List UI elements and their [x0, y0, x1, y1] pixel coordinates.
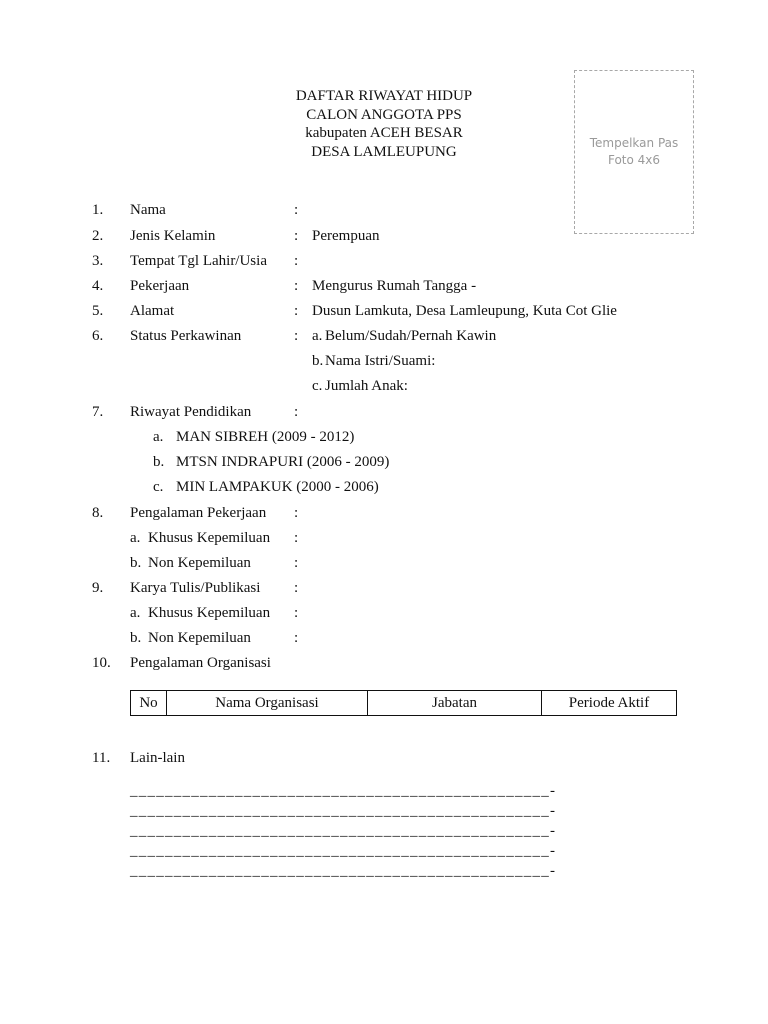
work-prefix: b. [130, 555, 142, 571]
education-entry: MTSN INDRAPURI (2006 - 2009) [176, 454, 390, 470]
item-colon: : [294, 202, 299, 218]
education-label: Riwayat Pendidikan [130, 404, 252, 420]
education-entry: MIN LAMPAKUK (2000 - 2006) [176, 479, 379, 495]
item-colon: : [294, 530, 299, 546]
item-label-status: Status Perkawinan [130, 328, 242, 344]
item-number: 9. [92, 580, 104, 596]
item-value-pekerjaan: Mengurus Rumah Tangga - [312, 278, 477, 294]
blank-line: ________________________________________________- [130, 823, 557, 839]
photo-text-line-1: Tempelkan Pas [589, 136, 679, 150]
writing-prefix: b. [130, 630, 142, 646]
marital-option-spouse: Nama Istri/Suami: [325, 353, 436, 369]
item-colon: : [294, 630, 299, 646]
item-value-jenis-kelamin: Perempuan [312, 228, 380, 244]
title-line-2: CALON ANGGOTA PPS [306, 107, 462, 123]
item-colon: : [294, 555, 299, 571]
work-prefix: a. [130, 530, 141, 546]
column-header-organization: Nama Organisasi [167, 691, 368, 716]
column-header-period: Periode Aktif [542, 691, 677, 716]
item-colon: : [294, 404, 299, 420]
item-value-alamat: Dusun Lamkuta, Desa Lamleupung, Kuta Cot Glie [312, 303, 617, 319]
organization-table [130, 690, 677, 716]
blank-line: ________________________________________________- [130, 803, 557, 819]
item-number: 1. [92, 202, 104, 218]
title-line-1: DAFTAR RIWAYAT HIDUP [295, 88, 473, 104]
item-number: 2. [92, 228, 104, 244]
work-sub-label: Khusus Kepemiluan [148, 530, 271, 546]
photo-placeholder [574, 70, 694, 234]
organization-label: Pengalaman Organisasi [130, 655, 271, 671]
marital-prefix: a. [312, 328, 323, 344]
marital-option-status: Belum/Sudah/Pernah Kawin [325, 328, 497, 344]
item-colon: : [294, 605, 299, 621]
item-colon: : [294, 228, 299, 244]
item-number: 5. [92, 303, 104, 319]
work-label: Pengalaman Pekerjaan [130, 505, 267, 521]
education-entry: MAN SIBREH (2009 - 2012) [176, 429, 355, 445]
organization-table-header [131, 691, 677, 716]
work-sub-label: Non Kepemiluan [148, 555, 251, 571]
item-number: 6. [92, 328, 104, 344]
item-colon: : [294, 253, 299, 269]
item-number: 11. [92, 750, 111, 766]
marital-prefix: b. [312, 353, 324, 369]
photo-placeholder-text [575, 135, 693, 169]
title-line-4: DESA LAMLEUPUNG [311, 144, 457, 160]
writing-label: Karya Tulis/Publikasi [130, 580, 261, 596]
column-header-position: Jabatan [368, 691, 542, 716]
blank-line: ________________________________________________- [130, 783, 557, 799]
education-prefix: c. [153, 479, 164, 495]
blank-line: ________________________________________________- [130, 863, 557, 879]
item-number: 4. [92, 278, 104, 294]
education-prefix: b. [153, 454, 165, 470]
item-label-ttl: Tempat Tgl Lahir/Usia [130, 253, 267, 269]
writing-prefix: a. [130, 605, 141, 621]
item-colon: : [294, 278, 299, 294]
item-label-pekerjaan: Pekerjaan [130, 278, 190, 294]
other-label: Lain-lain [130, 750, 185, 766]
education-prefix: a. [153, 429, 164, 445]
item-colon: : [294, 505, 299, 521]
item-colon: : [294, 580, 299, 596]
photo-text-line-2: Foto 4x6 [607, 153, 661, 167]
item-label-jenis-kelamin: Jenis Kelamin [130, 228, 216, 244]
writing-sub-label: Non Kepemiluan [148, 630, 251, 646]
item-colon: : [294, 328, 299, 344]
item-label-nama: Nama [130, 202, 166, 218]
item-colon: : [294, 303, 299, 319]
marital-prefix: c. [312, 378, 323, 394]
item-number: 8. [92, 505, 104, 521]
item-number: 10. [92, 655, 111, 671]
item-number: 3. [92, 253, 104, 269]
title-line-3: kabupaten ACEH BESAR [305, 125, 463, 141]
writing-sub-label: Khusus Kepemiluan [148, 605, 271, 621]
item-label-alamat: Alamat [130, 303, 175, 319]
blank-line: ________________________________________________- [130, 843, 557, 859]
item-number: 7. [92, 404, 104, 420]
marital-option-children: Jumlah Anak: [325, 378, 408, 394]
column-header-no: No [131, 691, 167, 716]
